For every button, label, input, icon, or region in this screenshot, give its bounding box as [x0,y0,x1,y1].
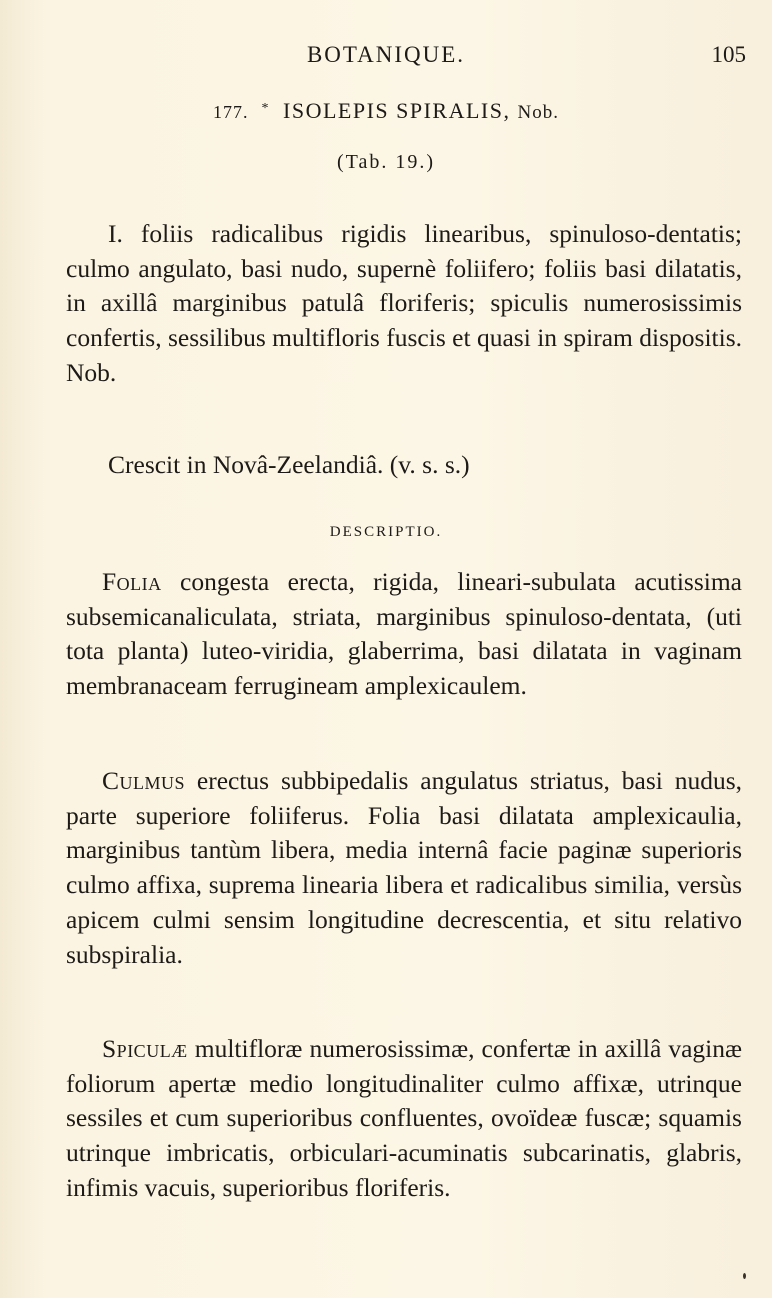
paragraph-text: multifloræ numerosissimæ, confertæ in axillâ vaginæ foliorum apertæ medio longitudinaliter culmo affixæ, utrinque sessiles et cum superioribus confluentes, ovoïdeæ fuscæ; squamis utrinque imbricatis, orbiculari-acuminatis subcarinatis, glabris, infimis vacuis, superioribus floriferis. [66,1034,742,1202]
species-heading [0,98,772,124]
entry-number: 177. [213,102,249,122]
species-name: ISOLEPIS SPIRALIS, [283,98,511,123]
paragraph-lead-word: Culmus [102,766,186,795]
paragraph-lead-word: Spiculæ [102,1034,188,1063]
habitat-line: Crescit in Novâ-Zeelandiâ. (v. s. s.) [108,450,470,479]
ink-speck [743,1273,746,1279]
page-number: 105 [711,42,746,67]
description-paragraph-folia [66,565,742,704]
description-heading: DESCRIPTIO. [329,524,443,540]
running-title: BOTANIQUE. [306,42,466,67]
description-paragraph-culmus [66,764,742,972]
paragraph-text: erectus subbipedalis angulatus striatus, basi nudus, parte superiore foliiferus. Folia basi dilatata amplexicaulia, marginibus tantùm libera, media internâ facie paginæ superioris culmo affixa, suprema linearia libera et radicalibus similia, versùs apicem culmi sensim longitudine decrescentia, et situ relativo subspiralia. [66,766,742,969]
description-paragraph-spiculae [66,1032,742,1206]
diagnosis-paragraph: I. foliis radicalibus rigidis linearibus, spinuloso-dentatis; culmo angulato, basi nudo, supernè foliifero; foliis basi dilatatis, in axillâ marginibus patulâ floriferis; spiculis numerosissimis confertis, sessilibus multifloris fuscis et quasi in spiram dispositis. Nob. [66,219,742,387]
plate-reference: (Tab. 19.) [336,151,436,173]
species-author: Nob. [517,102,559,123]
paragraph-lead-word: Folia [102,567,162,596]
entry-mark: * [261,101,271,116]
running-head [0,42,772,72]
paragraph-text: congesta erecta, rigida, lineari-subulata acutissima subsemicanaliculata, striata, marginibus spinuloso-dentata, (uti tota planta) luteo-viridia, glaberrima, basi dilatata in vaginam membranaceam ferrugineam amplexicaulem. [66,567,742,701]
